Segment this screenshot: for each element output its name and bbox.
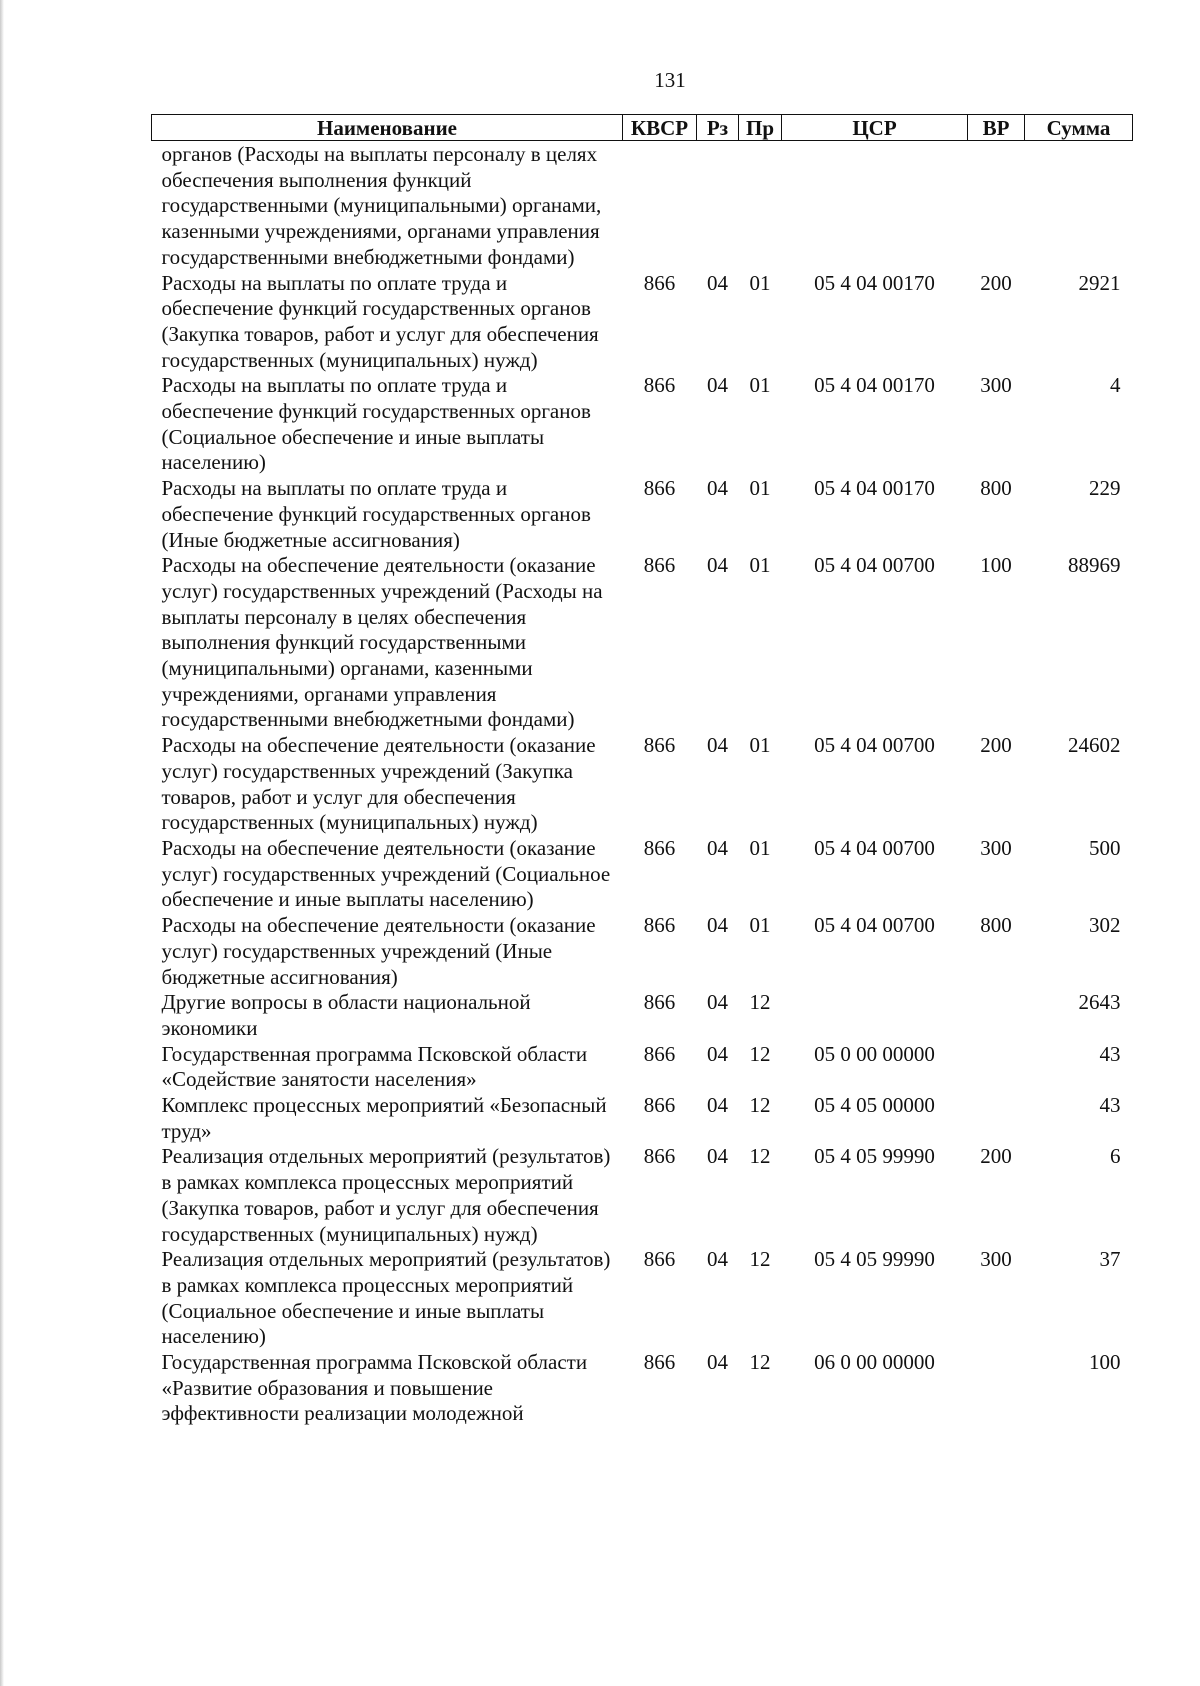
row-rz: 04: [707, 553, 728, 578]
row-csr: 05 4 04 00170: [814, 476, 935, 501]
row-kvsr: 866: [643, 476, 676, 501]
row-pr: 12: [749, 1350, 771, 1375]
table-row: [152, 990, 1133, 1041]
row-kvsr: 866: [643, 990, 676, 1015]
table-row: [152, 553, 1133, 733]
row-sum: 2921: [1078, 270, 1121, 295]
row-vr: [968, 990, 1025, 1041]
row-name: Расходы на выплаты по оплате труда и обеспечение функций государственных органов (Иные бюджетные ассигнования): [161, 476, 591, 552]
row-csr: 05 4 04 00700: [814, 733, 935, 758]
row-vr: 100: [980, 553, 1012, 578]
row-pr: 01: [749, 733, 771, 758]
table-row: [152, 476, 1133, 553]
row-kvsr: 866: [643, 1350, 676, 1375]
row-sum: 43: [1099, 1093, 1121, 1118]
row-kvsr: 866: [643, 1093, 676, 1118]
row-vr: [968, 1042, 1025, 1093]
table-row: [152, 1247, 1133, 1350]
row-pr: 12: [749, 990, 771, 1015]
row-csr: 05 4 05 00000: [814, 1093, 935, 1118]
row-kvsr: 866: [643, 1247, 676, 1272]
row-name: Реализация отдельных мероприятий (результатов) в рамках комплекса процессных мероприятий (Социальное обеспечение и иные выплаты населению): [161, 1247, 611, 1349]
row-rz: 04: [707, 990, 728, 1015]
table-row: [152, 913, 1133, 990]
row-sum: 6: [1110, 1144, 1121, 1169]
row-sum: 37: [1099, 1247, 1121, 1272]
row-sum: 229: [1089, 476, 1121, 501]
row-name: Реализация отдельных мероприятий (результатов) в рамках комплекса процессных мероприятий (Закупка товаров, работ и услуг для обеспечения государственных (муниципальных) нужд): [161, 1144, 611, 1246]
table-row: [152, 141, 1133, 271]
row-rz: 04: [707, 913, 728, 938]
row-pr: 12: [749, 1247, 771, 1272]
row-rz: 04: [707, 835, 728, 860]
row-vr: [968, 1093, 1025, 1144]
row-csr: 05 4 04 00170: [814, 373, 935, 398]
table-body: [152, 141, 1133, 1428]
row-pr: 01: [749, 270, 771, 295]
row-csr: 05 4 05 99990: [814, 1144, 935, 1169]
row-csr: [782, 990, 968, 1041]
row-pr: 01: [749, 373, 771, 398]
row-name: Другие вопросы в области национальной экономики: [161, 990, 531, 1040]
row-sum: [1025, 141, 1133, 271]
table-row: [152, 271, 1133, 374]
row-vr: 800: [980, 913, 1012, 938]
row-pr: 01: [749, 553, 771, 578]
row-csr: 06 0 00 00000: [814, 1350, 935, 1375]
row-rz: 04: [707, 1144, 728, 1169]
row-kvsr: 866: [643, 373, 676, 398]
row-kvsr: 866: [643, 835, 676, 860]
table-row: [152, 1042, 1133, 1093]
row-sum: 24602: [1068, 733, 1121, 758]
header-row: [152, 115, 1133, 141]
header-kvsr: КВСР: [623, 115, 697, 141]
row-name: Расходы на обеспечение деятельности (оказание услуг) государственных учреждений (Расходы на выплаты персоналу в целях обеспечения выполнения функций государственными (муниципальными) органами, казенными учреждениями, органами управления государственными внебюджетными фондами): [161, 553, 603, 732]
row-sum: 302: [1089, 913, 1121, 938]
row-rz: 04: [707, 733, 728, 758]
header-rz: Рз: [697, 115, 739, 141]
row-vr: 800: [980, 476, 1012, 501]
row-sum: 500: [1089, 835, 1121, 860]
row-kvsr: 866: [643, 553, 676, 578]
row-name: Комплекс процессных мероприятий «Безопасный труд»: [161, 1093, 607, 1143]
row-name: Расходы на обеспечение деятельности (оказание услуг) государственных учреждений (Закупка товаров, работ и услуг для обеспечения государственных (муниципальных) нужд): [161, 733, 596, 835]
table-row: [152, 1350, 1133, 1427]
row-sum: 43: [1099, 1041, 1121, 1066]
row-name: Государственная программа Псковской области «Содействие занятости населения»: [161, 1041, 588, 1092]
row-sum: 100: [1089, 1350, 1121, 1375]
row-kvsr: [623, 141, 697, 271]
header-pr: Пр: [739, 115, 782, 141]
row-kvsr: 866: [643, 913, 676, 938]
header-name: Наименование: [152, 115, 623, 141]
row-vr: [968, 141, 1025, 271]
row-pr: 12: [749, 1041, 771, 1066]
row-vr: 200: [980, 733, 1012, 758]
row-name: Расходы на обеспечение деятельности (оказание услуг) государственных учреждений (Социальное обеспечение и иные выплаты населению): [161, 835, 611, 912]
row-csr: 05 4 04 00700: [814, 913, 935, 938]
row-rz: 04: [707, 1350, 728, 1375]
row-sum: 4: [1110, 373, 1121, 398]
table-row: [152, 836, 1133, 913]
header-vr: ВР: [968, 115, 1025, 141]
row-pr: 01: [749, 835, 771, 860]
table-row: [152, 1093, 1133, 1144]
row-name: Государственная программа Псковской области «Развитие образования и повышение эффективности реализации молодежной: [161, 1350, 588, 1426]
row-vr: 200: [980, 270, 1012, 295]
row-pr: 01: [749, 476, 771, 501]
row-rz: 04: [707, 1041, 728, 1066]
row-pr: [739, 141, 782, 271]
row-name: Расходы на обеспечение деятельности (оказание услуг) государственных учреждений (Иные бюджетные ассигнования): [161, 913, 596, 989]
row-kvsr: 866: [643, 270, 676, 295]
row-rz: 04: [707, 270, 728, 295]
row-name: Расходы на выплаты по оплате труда и обеспечение функций государственных органов (Социальное обеспечение и иные выплаты населению): [161, 373, 591, 475]
row-csr: 05 4 04 00170: [814, 270, 935, 295]
row-sum: 2643: [1078, 990, 1121, 1015]
header-csr: ЦСР: [782, 115, 968, 141]
table-row: [152, 733, 1133, 836]
table-row: [152, 1144, 1133, 1247]
scan-edge: [0, 0, 4, 1686]
row-vr: [968, 1350, 1025, 1427]
row-rz: 04: [707, 476, 728, 501]
row-rz: 04: [707, 1247, 728, 1272]
row-sum: 88969: [1068, 553, 1121, 578]
row-vr: 300: [980, 1247, 1012, 1272]
page-number: 131: [654, 68, 686, 92]
row-pr: 01: [749, 913, 771, 938]
table-header: [152, 115, 1133, 141]
row-kvsr: 866: [643, 733, 676, 758]
row-pr: 12: [749, 1093, 771, 1118]
table-row: [152, 373, 1133, 476]
row-csr: 05 4 05 99990: [814, 1247, 935, 1272]
row-rz: [697, 141, 739, 271]
row-csr: 05 4 04 00700: [814, 553, 935, 578]
budget-table: [151, 114, 1133, 1427]
row-vr: 300: [980, 373, 1012, 398]
row-rz: 04: [707, 1093, 728, 1118]
row-rz: 04: [707, 373, 728, 398]
row-csr: 05 4 04 00700: [814, 835, 935, 860]
row-csr: [782, 141, 968, 271]
row-csr: 05 0 00 00000: [814, 1041, 935, 1066]
row-name: органов (Расходы на выплаты персоналу в целях обеспечения выполнения функций государственными (муниципальными) органами, казенными учреждениями, органами управления государственными внебюджетными фондами): [161, 142, 602, 269]
header-sum: Сумма: [1025, 115, 1133, 141]
row-kvsr: 866: [643, 1144, 676, 1169]
row-kvsr: 866: [643, 1041, 676, 1066]
row-vr: 300: [980, 835, 1012, 860]
row-name: Расходы на выплаты по оплате труда и обеспечение функций государственных органов (Закупка товаров, работ и услуг для обеспечения государственных (муниципальных) нужд): [161, 270, 599, 372]
row-pr: 12: [749, 1144, 771, 1169]
row-vr: 200: [980, 1144, 1012, 1169]
